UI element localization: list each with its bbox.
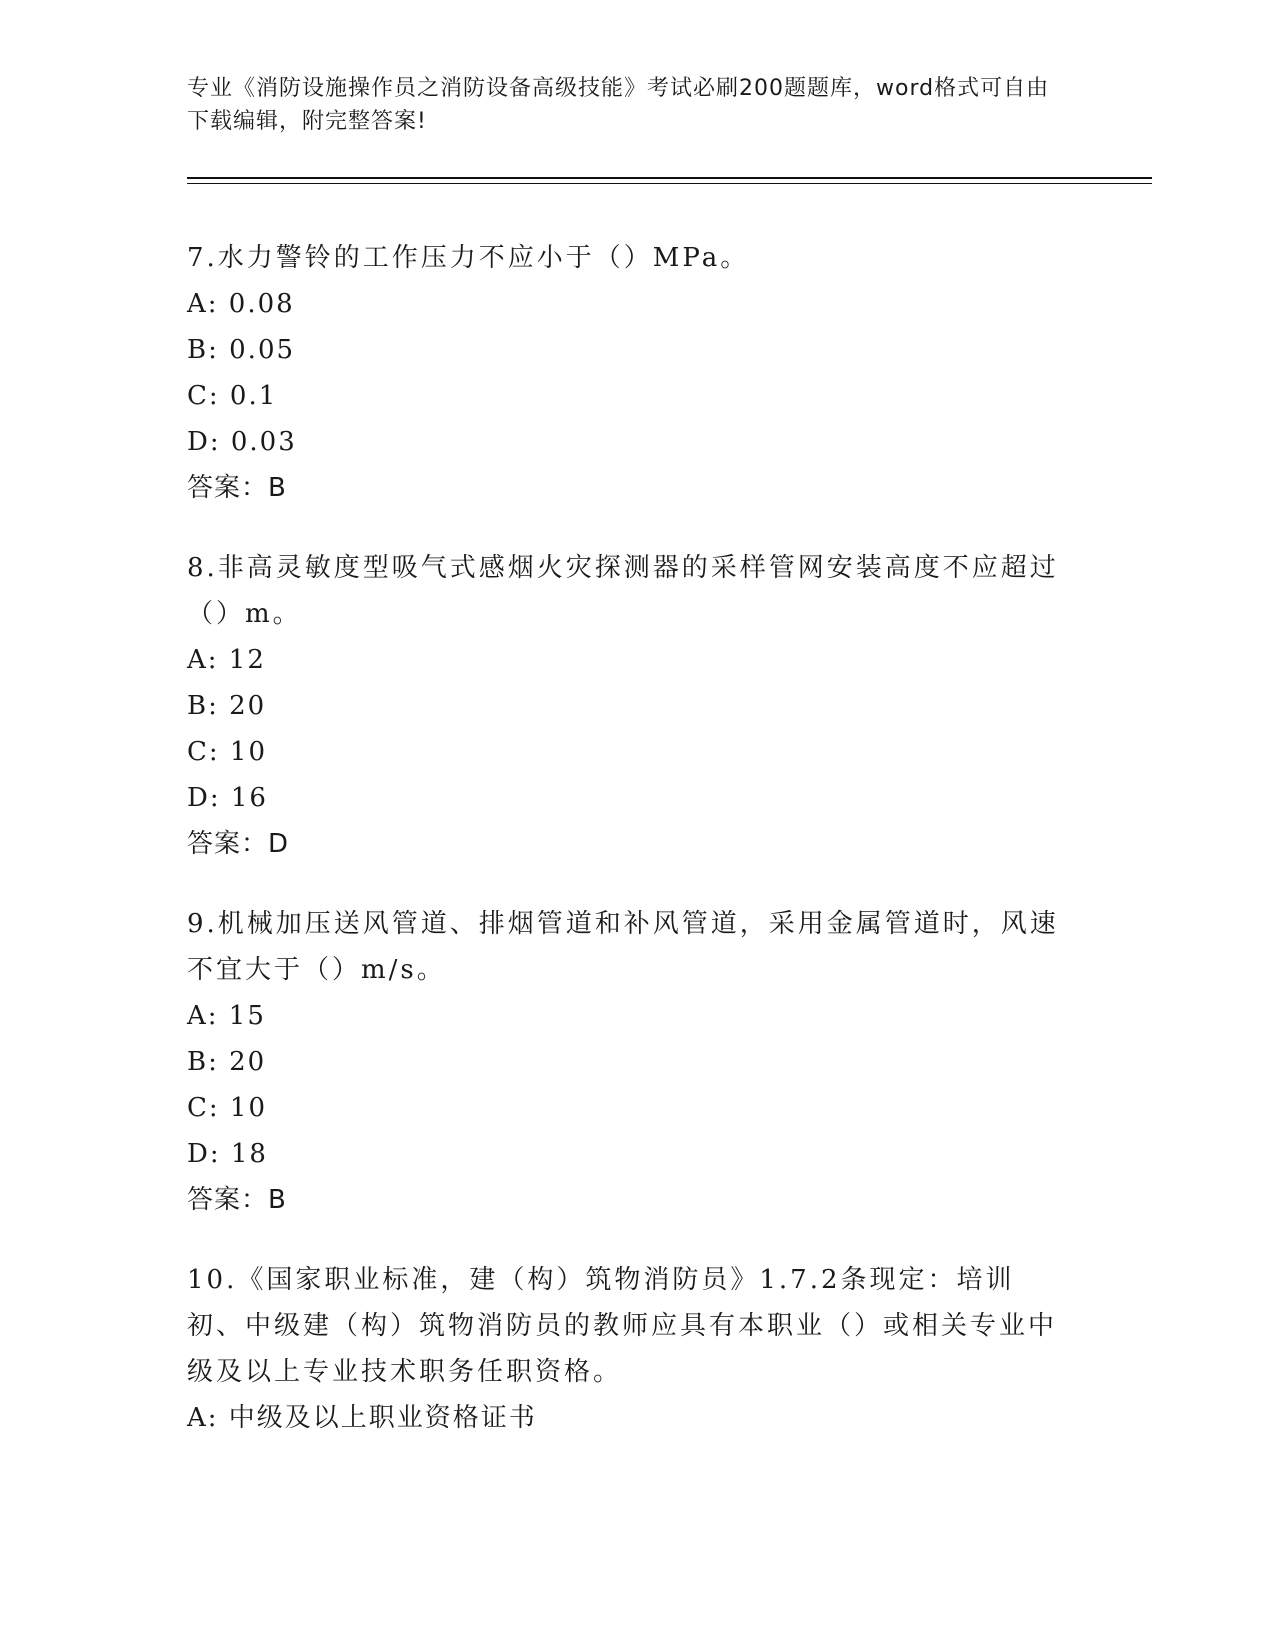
question-10 [187, 1257, 1067, 1441]
option-a: A: 中级及以上职业资格证书 [187, 1403, 537, 1433]
question-7 [187, 235, 1067, 511]
option-d: D: 0.03 [187, 427, 297, 457]
option-a: A: 0.08 [187, 289, 295, 319]
option-b: B: 20 [187, 1047, 267, 1077]
option-b: B: 20 [187, 691, 267, 721]
option-c: C: 10 [187, 1093, 268, 1123]
question-stem: 9.机械加压送风管道、排烟管道和补风管道，采用金属管道时，风速不宜大于（）m/s。 [187, 909, 1059, 985]
answer-line: 答案：D [187, 829, 290, 859]
option-d: D: 18 [187, 1139, 268, 1169]
option-d: D: 16 [187, 783, 268, 813]
question-9 [187, 901, 1067, 1223]
header-rule-thin [187, 183, 1152, 184]
option-c: C: 0.1 [187, 381, 278, 411]
question-stem: 10.《国家职业标准，建（构）筑物消防员》1.7.2条现定：培训初、中级建（构）筑物消防员的教师应具有本职业（）或相关专业中级及以上专业技术职务任职资格。 [187, 1265, 1058, 1387]
option-a: A: 12 [187, 645, 266, 675]
option-b: B: 0.05 [187, 335, 296, 365]
answer-line: 答案：B [187, 473, 287, 503]
question-stem: 8.非高灵敏度型吸气式感烟火灾探测器的采样管网安装高度不应超过（）m。 [187, 553, 1059, 629]
option-a: A: 15 [187, 1001, 266, 1031]
header-rule-thick [187, 177, 1152, 179]
document-header: 专业《消防设施操作员之消防设备高级技能》考试必刷200题题库，word格式可自由下载编辑，附完整答案! [187, 76, 1050, 134]
question-list [187, 235, 1067, 1475]
question-stem: 7.水力警铃的工作压力不应小于（）MPa。 [187, 243, 750, 273]
option-c: C: 10 [187, 737, 268, 767]
question-8 [187, 545, 1067, 867]
answer-line: 答案：B [187, 1185, 287, 1215]
